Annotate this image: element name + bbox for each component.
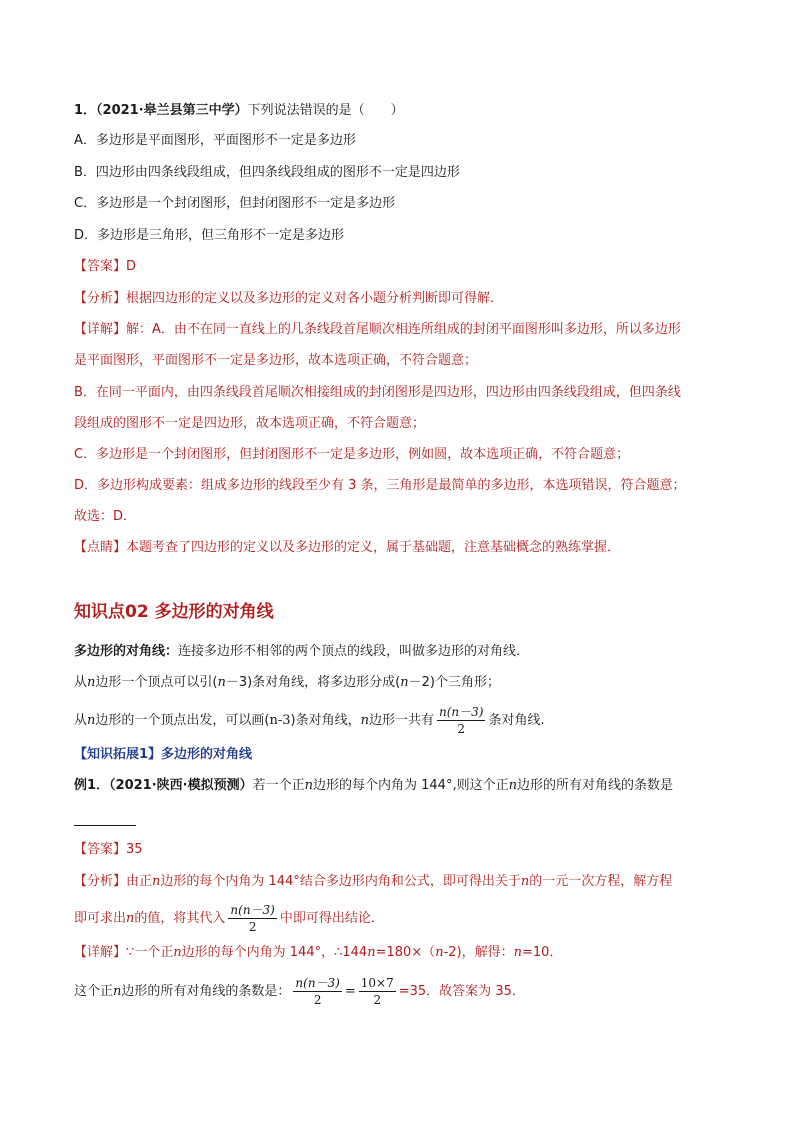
analysis-tag: 【分析】: [74, 291, 127, 306]
result-fraction-1: $\frac{n(n-3)}{2}$: [295, 976, 340, 1007]
analysis-text: 根据四边形的定义以及多边形的定义对各小题分析判断即可得解．: [126, 291, 504, 306]
diagonal-rule-line-1: 从n边形一个顶点可以引(n－3)条对角线，将多边形分成(n－2)个三角形；: [74, 675, 500, 690]
option-a: A．多边形是平面图形，平面图形不一定是多边形: [74, 133, 356, 148]
question-source: （2021·皋兰县第三中学）: [96, 103, 248, 118]
detail-text: 解：A．由不在同一直线上的几条线段首尾顺次相连所组成的封闭平面图形叫多边形，所以多边形: [126, 322, 681, 337]
detail-line-6: D．多边形构成要素：组成多边形的线段至少有 3 条，三角形是最简单的多边形，本选项错误，符合题意；: [74, 478, 686, 493]
example-1-stem: 例1．（2021·陕西·模拟预测）若一个正n边形的每个内角为 144°,则这个正n边形的所有对角线的条数是: [74, 778, 673, 793]
answer-blank[interactable]: [74, 811, 136, 826]
detail-line-3: B．在同一平面内，由四条线段首尾顺次相接组成的封闭图形是四边形，四边形由四条线段组成，但四条线: [74, 385, 681, 400]
formula-fraction: $\frac{n(n-3)}{2}$: [230, 903, 275, 934]
analysis-tag: 【分析】: [74, 874, 127, 889]
option-b: B．四边形由四条线段组成，但四条线段组成的图形不一定是四边形: [74, 165, 460, 180]
question-text: 下列说法错误的是（ ）: [247, 103, 404, 118]
example-answer-line: [74, 840, 143, 860]
detail-line-5: C．多边形是一个封闭图形，但封闭图形不一定是多边形，例如圆，故本选项正确，不符合题意；: [74, 447, 630, 462]
answer-blank-line: [74, 806, 136, 826]
comment-tag: 【点睛】: [74, 540, 127, 555]
option-c: C．多边形是一个封闭图形，但封闭图形不一定是多边形: [74, 196, 396, 211]
answer-value: 35: [126, 842, 143, 857]
result-fraction-2: $\frac{10\times 7}{2}$: [360, 976, 394, 1007]
extension-heading: [74, 745, 252, 765]
answer-tag: 【答案】: [74, 259, 127, 274]
example-detail-line-2: 这个正n边形的所有对角线的条数是： $\frac{n(n-3)}{2}$ = $\frac{10\times 7}{2}$ =35．故答案为 35．: [74, 976, 525, 1007]
example-analysis-line-1: 【分析】由正n边形的每个内角为 144°结合多边形内角和公式，即可得出关于n的一元一次方程，解方程: [74, 874, 673, 889]
detail-line-1: [74, 320, 681, 340]
detail-line-4: 段组成的图形不一定是四边形，故本选项正确，不符合题意；: [74, 416, 426, 431]
answer-tag: 【答案】: [74, 842, 127, 857]
comment-line: [74, 538, 620, 558]
answer-value: D: [126, 259, 137, 274]
definition-term: 多边形的对角线：: [74, 644, 179, 659]
comment-text: 本题考查了四边形的定义以及多边形的定义，属于基础题，注意基础概念的熟练掌握．: [126, 540, 621, 555]
example-analysis-line-2: 即可求出n的值，将其代入 $\frac{n(n-3)}{2}$ 中即可得出结论．: [74, 903, 384, 934]
detail-tag: 【详解】: [74, 322, 127, 337]
diagonal-rule-line-2: 从n边形的一个顶点出发，可以画(n-3)条对角线，n边形一共有 $\frac{n(n-3)}{2}$ 条对角线.: [74, 705, 545, 736]
example-source: （2021·陕西·模拟预测）: [109, 778, 253, 793]
example-detail-line-1: 【详解】∵一个正n边形的每个内角为 144°，∴144n=180×（n-2)，解得：n=10．: [74, 945, 563, 960]
answer-line: [74, 257, 136, 277]
section-heading: 知识点02 多边形的对角线: [74, 602, 274, 622]
question-number: 1．: [74, 103, 97, 118]
definition-line: [74, 642, 520, 662]
diagonal-count-fraction: $\frac{n(n-3)}{2}$: [438, 705, 484, 736]
extension-tag: 【知识拓展1】: [74, 747, 162, 762]
example-number: 例1．: [74, 778, 110, 793]
extension-title: 多边形的对角线: [161, 747, 253, 762]
detail-tag: 【详解】: [74, 945, 127, 960]
detail-line-7: 故选：D．: [74, 509, 137, 524]
option-d: D．多边形是三角形，但三角形不一定是多边形: [74, 228, 345, 243]
detail-line-2: 是平面图形，平面图形不一定是多边形，故本选项正确，不符合题意；: [74, 353, 478, 368]
question-1-stem: [74, 101, 404, 121]
definition-text: 连接多边形不相邻的两个顶点的线段，叫做多边形的对角线.: [178, 644, 521, 659]
analysis-line: [74, 289, 503, 309]
